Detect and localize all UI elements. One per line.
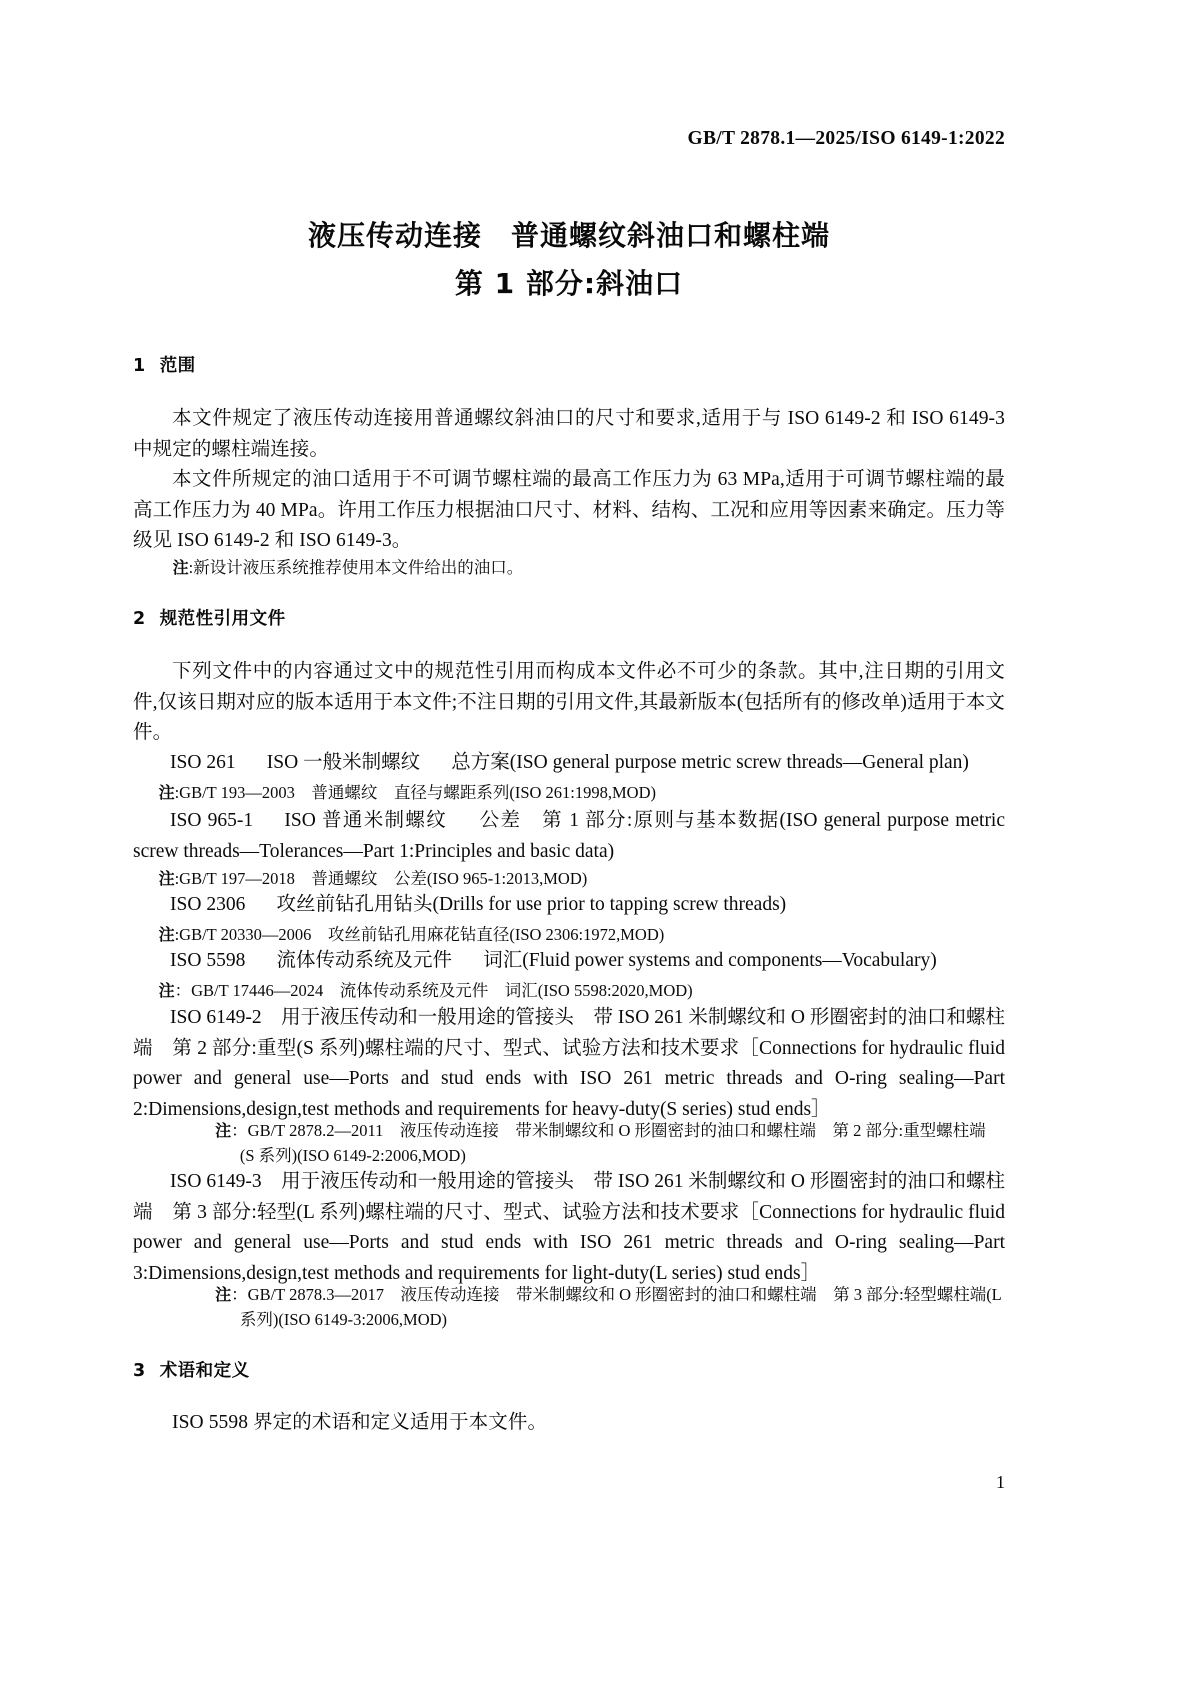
page-number: 1 [996,1472,1005,1492]
reference-note-iso-5598 [133,977,1005,1005]
note-text: ：GB/T 2878.3—2017 液压传动连接 带米制螺纹和 O 形圈密封的油口和螺柱端 第 3 部分:轻型螺柱端(L [231,1285,1002,1304]
section-heading-1 [133,352,1005,377]
reference-title-cn2: 总方案 [451,752,510,773]
note-label: 注 [158,925,175,944]
reference-note-iso-261 [133,779,1005,807]
section-number-2: 2 [133,609,146,629]
section-heading-3 [133,1357,1005,1382]
reference-iso-2306 [133,890,1005,921]
reference-code: ISO 2306 [170,894,246,915]
reference-iso-965-1 [133,806,1005,867]
section-number-3: 3 [133,1361,146,1381]
reference-note-iso-6149-2 [133,1117,1005,1145]
note-label: 注 [172,558,189,577]
note-label: 注 [158,981,175,1000]
section-title-3: 术语和定义 [159,1361,250,1381]
section-3-paragraph-1: ISO 5598 界定的术语和定义适用于本文件。 [172,1412,548,1433]
page-title: 液压传动连接 普通螺纹斜油口和螺柱端 [307,219,830,252]
section-title-2: 规范性引用文件 [159,609,286,629]
reference-note-iso-6149-3-cont: 系列)(ISO 6149-3:2006,MOD) [239,1310,448,1329]
reference-code: ISO 5598 [170,950,246,971]
page-subtitle: 第 1 部分:斜油口 [454,267,684,300]
note-label: 注 [158,783,175,802]
reference-note-iso-6149-3 [133,1281,1005,1309]
section-title-1: 范围 [159,356,196,376]
reference-title-en: (ISO general purpose metric screw threads—General plan) [509,752,969,773]
reference-title-cn: 攻丝前钻孔用钻头 [276,894,433,915]
reference-title-en: (ISO general purpose metric screw threads—Tolerances—Part 1:Principles and basic data) [133,810,1006,862]
reference-note-iso-6149-2-cont: (S 系列)(ISO 6149-2:2006,MOD) [239,1146,466,1165]
reference-note-iso-965-1 [133,865,1005,893]
reference-title-cn: ISO 普通米制螺纹 [284,810,448,831]
reference-title-cn2: 词汇 [483,950,523,971]
reference-title-cn: ISO 一般米制螺纹 [266,752,421,773]
reference-title-en: (Fluid power systems and components—Vocabulary) [522,950,937,971]
note-text: :GB/T 20330—2006 攻丝前钻孔用麻花钻直径(ISO 2306:1972,MOD) [174,925,665,944]
note-label: 注 [215,1285,232,1304]
section-heading-2 [133,605,1005,630]
note-text: ：GB/T 2878.2—2011 液压传动连接 带米制螺纹和 O 形圈密封的油口和螺柱端 第 2 部分:重型螺柱端 [231,1121,986,1140]
note-text: :GB/T 193—2003 普通螺纹 直径与螺距系列(ISO 261:1998,MOD) [174,783,656,802]
reference-title-cn: 流体传动系统及元件 [276,950,453,971]
reference-code: ISO 965-1 [170,810,254,831]
reference-note-iso-2306 [133,921,1005,949]
section-1-paragraph-2: 本文件所规定的油口适用于不可调节螺柱端的最高工作压力为 63 MPa,适用于可调节螺柱端的最高工作压力为 40 MPa。许用工作压力根据油口尺寸、材料、结构、工况和应用等因素来确定。压力等级见 ISO 6149-2 和 ISO 6149-3。 [133,469,1005,551]
section-1-paragraph-1: 本文件规定了液压传动连接用普通螺纹斜油口的尺寸和要求,适用于与 ISO 6149-2 和 ISO 6149-3 中规定的螺柱端连接。 [133,408,1005,460]
note-text: :新设计液压系统推荐使用本文件给出的油口。 [188,558,524,577]
note-text: :GB/T 197—2018 普通螺纹 公差(ISO 965-1:2013,MOD) [174,869,588,888]
section-2-paragraph-1: 下列文件中的内容通过文中的规范性引用而构成本文件必不可少的条款。其中,注日期的引用文件,仅该日期对应的版本适用于本文件;不注日期的引用文件,其最新版本(包括所有的修改单)适用于本文件。 [133,661,1005,743]
reference-code: ISO 261 [170,752,236,773]
note-text: ：GB/T 17446—2024 流体传动系统及元件 词汇(ISO 5598:2020,MOD) [174,981,693,1000]
reference-iso-261 [133,748,1005,779]
section-1-note [133,554,1005,582]
note-label: 注 [215,1121,232,1140]
running-header-standard-code: GB/T 2878.1—2025/ISO 6149-1:2022 [687,128,1005,149]
reference-iso-6149-3: ISO 6149-3 用于液压传动和一般用途的管接头 带 ISO 261 米制螺纹和 O 形圈密封的油口和螺柱端 第 3 部分:轻型(L 系列)螺柱端的尺寸、型式、试验方法和技术要求［Connections for hydraulic fluid power and general use—Ports and stud ends with ISO 261 metric threads and O-ring sealing—Part 3:Dimensions,design,test methods and requirements for light-duty(L series) stud ends］ [133,1171,1005,1284]
reference-iso-5598 [133,946,1005,977]
reference-title-en: (Drills for use prior to tapping screw threads) [432,894,787,915]
reference-title-cn2: 公差 第 1 部分:原则与基本数据 [478,810,780,831]
reference-iso-6149-2: ISO 6149-2 用于液压传动和一般用途的管接头 带 ISO 261 米制螺纹和 O 形圈密封的油口和螺柱端 第 2 部分:重型(S 系列)螺柱端的尺寸、型式、试验方法和技术要求［Connections for hydraulic fluid power and general use—Ports and stud ends with ISO 261 metric threads and O-ring sealing—Part 2:Dimensions,design,test methods and requirements for heavy-duty(S series) stud ends］ [133,1007,1005,1120]
note-label: 注 [158,869,175,888]
section-number-1: 1 [133,356,146,376]
